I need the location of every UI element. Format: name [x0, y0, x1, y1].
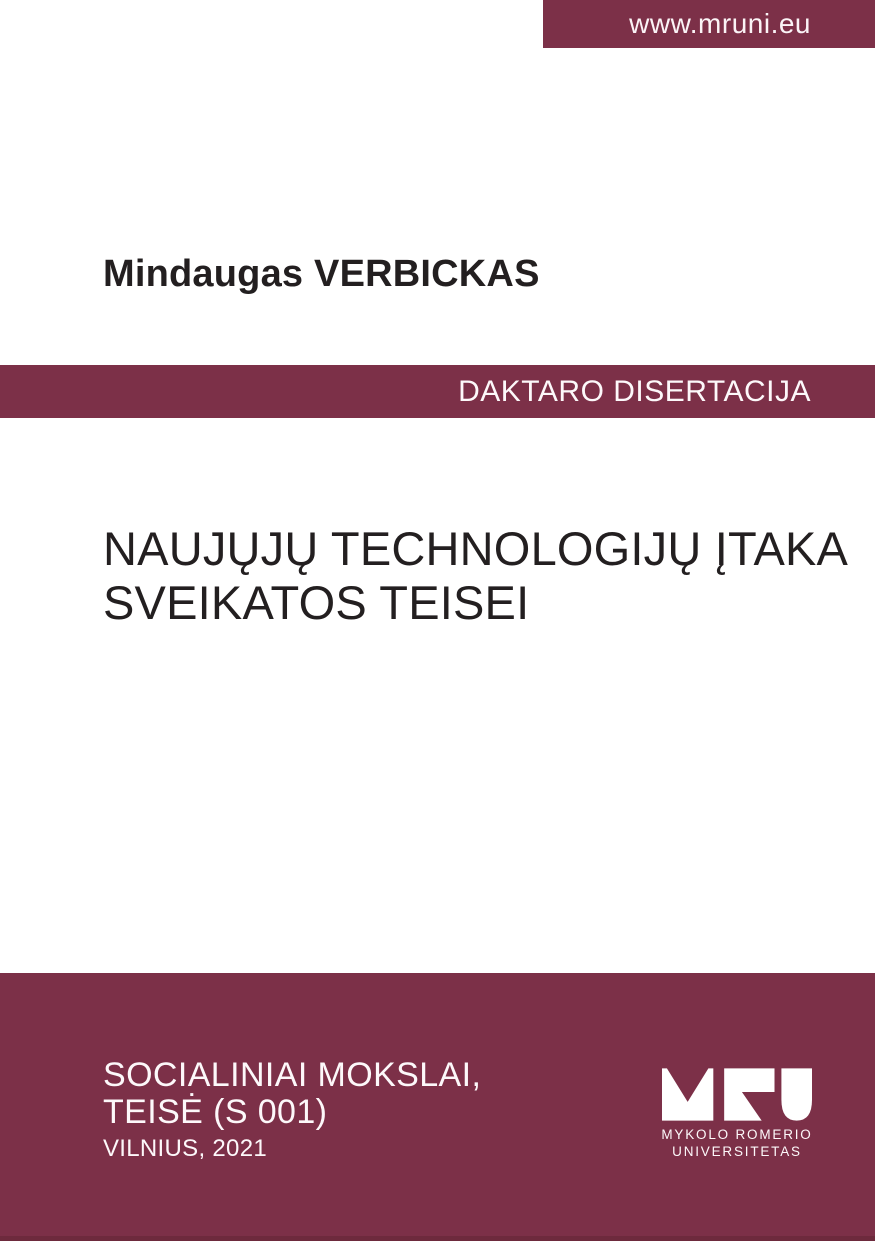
dissertation-banner: [0, 365, 875, 418]
university-name: [650, 1126, 824, 1160]
author-name: Mindaugas VERBICKAS: [103, 253, 540, 295]
website-bar: [543, 0, 875, 48]
dissertation-banner-label: DAKTARO DISERTACIJA: [458, 375, 811, 408]
logo-letter-u: [781, 1068, 812, 1120]
logo-letter-m: [662, 1068, 713, 1120]
dissertation-title-line-2: SVEIKATOS TEISEI: [103, 576, 530, 629]
discipline-text: [103, 1057, 481, 1131]
university-name-line-1: MYKOLO ROMERIO: [661, 1127, 813, 1142]
mru-logo-letters-icon: [662, 1068, 812, 1121]
website-url: www.mruni.eu: [629, 8, 811, 39]
footer-section: [0, 973, 875, 1241]
discipline-line-1: SOCIALINIAI MOKSLAI,: [103, 1056, 482, 1094]
dissertation-title-line-1: NAUJŲJŲ TECHNOLOGIJŲ ĮTAKA: [103, 522, 849, 575]
mru-logo: [650, 1068, 824, 1160]
discipline-line-2: TEISĖ (S 001): [103, 1093, 328, 1131]
place-year: VILNIUS, 2021: [103, 1135, 267, 1162]
university-name-line-2: UNIVERSITETAS: [672, 1144, 802, 1159]
logo-letter-r: [724, 1068, 774, 1120]
dissertation-title: [103, 522, 848, 630]
bottom-edge-strip: [0, 1236, 875, 1241]
